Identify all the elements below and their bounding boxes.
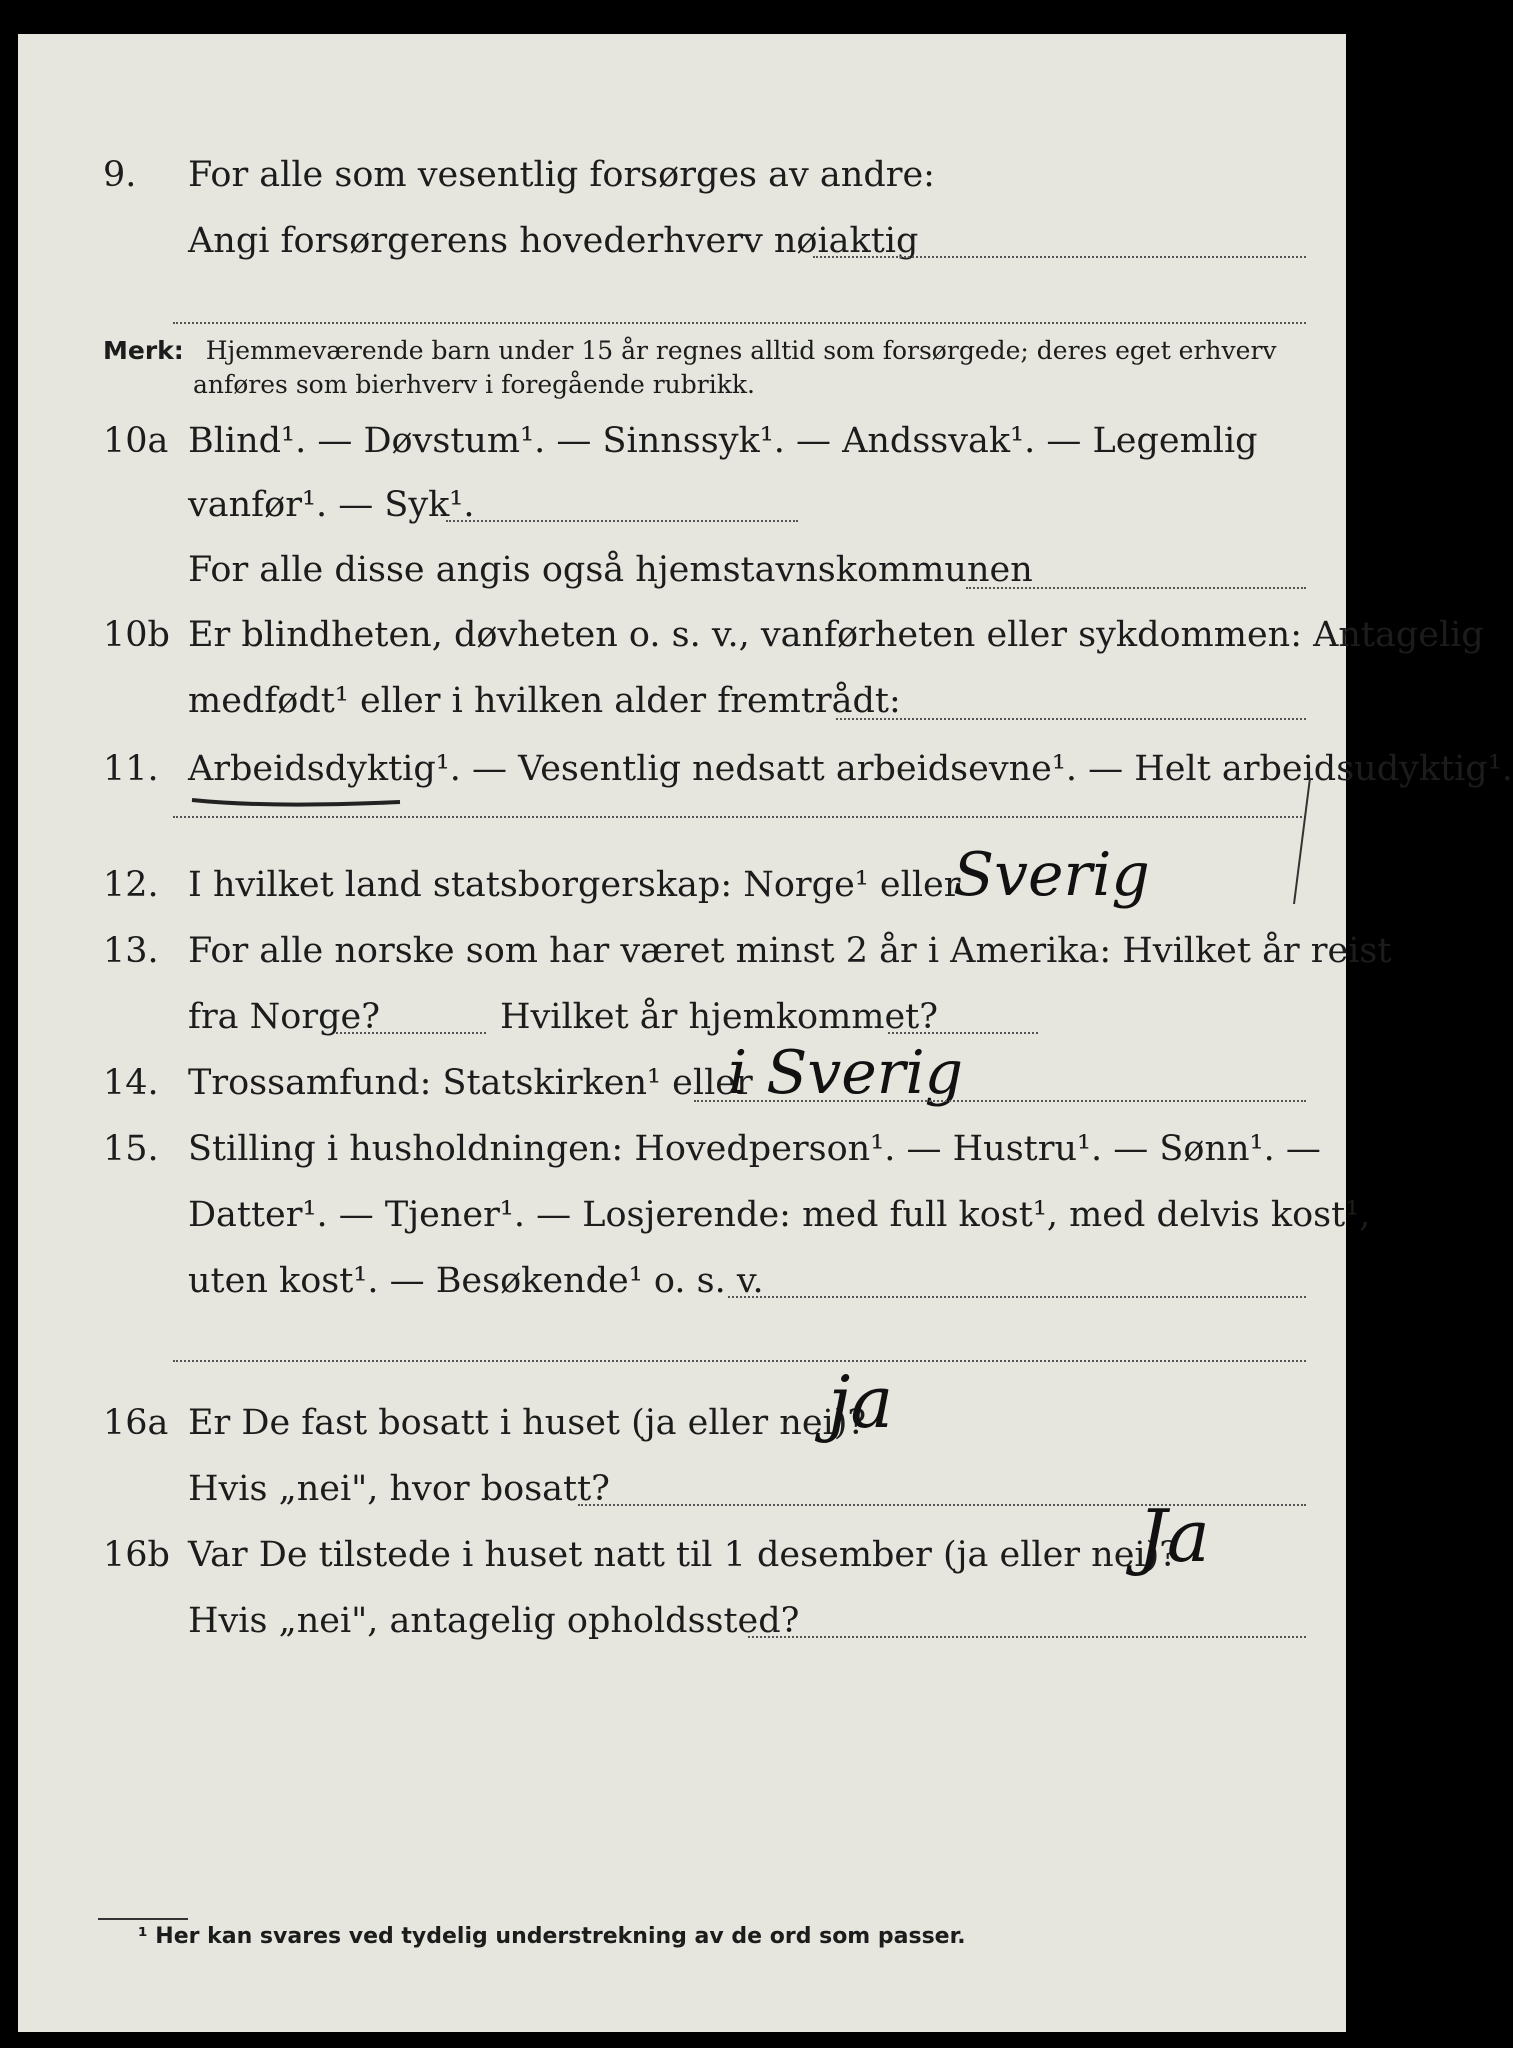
q16b-number: 16b — [103, 1535, 170, 1575]
q12-text: I hvilket land statsborgerskap: Norge¹ eller — [188, 865, 961, 905]
merk-text-2: anføres som bierhverv i foregående rubrikk. — [193, 370, 755, 399]
footnote-rule — [98, 1918, 188, 1920]
q15-text-2: Datter¹. — Tjener¹. — Losjerende: med full kost¹, med delvis kost¹, — [188, 1195, 1371, 1235]
q13-number: 13. — [103, 931, 159, 971]
q10b-text: Er blindheten, døvheten o. s. v., vanførheten eller sykdommen: Antagelig — [188, 615, 1484, 655]
q16a-text: Er De fast bosatt i huset (ja eller nei)? — [188, 1403, 867, 1443]
q12-handwritten-answer: Sverig — [953, 840, 1150, 910]
answer-line — [336, 1032, 486, 1034]
answer-line — [173, 1360, 1306, 1362]
q16b-text: Var De tilstede i huset natt til 1 desember (ja eller nei)? — [188, 1535, 1179, 1575]
answer-line — [173, 816, 1306, 818]
q10a-text-3: For alle disse angis også hjemstavnskommunen — [188, 550, 1033, 590]
q16a-handwritten-answer: ja — [828, 1360, 894, 1444]
merk-label: Merk: — [103, 336, 184, 365]
q9-text-2: Angi forsørgerens hovederhverv nøiaktig — [188, 221, 919, 261]
form-page — [18, 34, 1513, 2032]
answer-line — [446, 520, 798, 522]
q13-text-2b: Hvilket år hjemkommet? — [500, 997, 939, 1037]
q10b-text-2: medfødt¹ eller i hvilken alder fremtrådt: — [188, 681, 901, 721]
footnote: ¹ Her kan svares ved tydelig understrekning av de ord som passer. — [138, 1924, 966, 1949]
answer-line — [888, 1032, 1038, 1034]
answer-line — [966, 587, 1306, 589]
q16b-handwritten-answer: Ja — [1138, 1494, 1210, 1578]
merk-text: Hjemmeværende barn under 15 år regnes alltid som forsørgede; deres eget erhverv — [205, 336, 1277, 365]
q14-number: 14. — [103, 1063, 159, 1103]
q11-number: 11. — [103, 749, 159, 789]
q9-text: For alle som vesentlig forsørges av andre: — [188, 155, 935, 195]
q15-number: 15. — [103, 1129, 159, 1169]
answer-line — [748, 1636, 1306, 1638]
q10b-number: 10b — [103, 615, 170, 655]
q16a-number: 16a — [103, 1403, 169, 1443]
q10a-text-2: vanfør¹. — Syk¹. — [188, 485, 475, 525]
q11-text: Arbeidsdyktig¹. — Vesentlig nedsatt arbeidsevne¹. — Helt arbeidsudyktig¹. — [188, 749, 1513, 789]
answer-line — [728, 1296, 1306, 1298]
q15-text-3: uten kost¹. — Besøkende¹ o. s. v. — [188, 1261, 764, 1301]
q12-number: 12. — [103, 865, 159, 905]
underline-mark — [190, 792, 410, 812]
check-mark — [1280, 774, 1320, 924]
q13-text: For alle norske som har været minst 2 år i Amerika: Hvilket år reist — [188, 931, 1392, 971]
q16a-text-2: Hvis „nei", hvor bosatt? — [188, 1469, 610, 1509]
answer-line — [836, 718, 1306, 720]
answer-line — [173, 322, 1306, 324]
answer-line — [694, 1100, 1306, 1102]
q10a-number: 10a — [103, 421, 169, 461]
q9-number: 9. — [103, 155, 137, 195]
q14-text: Trossamfund: Statskirken¹ eller — [188, 1063, 753, 1103]
answer-line — [813, 256, 1306, 258]
q16b-text-2: Hvis „nei", antagelig opholdssted? — [188, 1601, 800, 1641]
q13-text-2a: fra Norge? — [188, 997, 380, 1037]
q15-text: Stilling i husholdningen: Hovedperson¹. — Hustru¹. — Sønn¹. — — [188, 1129, 1321, 1169]
q10a-text: Blind¹. — Døvstum¹. — Sinnssyk¹. — Andssvak¹. — Legemlig — [188, 421, 1258, 461]
q14-handwritten-answer: i Sverig — [728, 1038, 964, 1108]
merk-note — [103, 334, 1277, 368]
